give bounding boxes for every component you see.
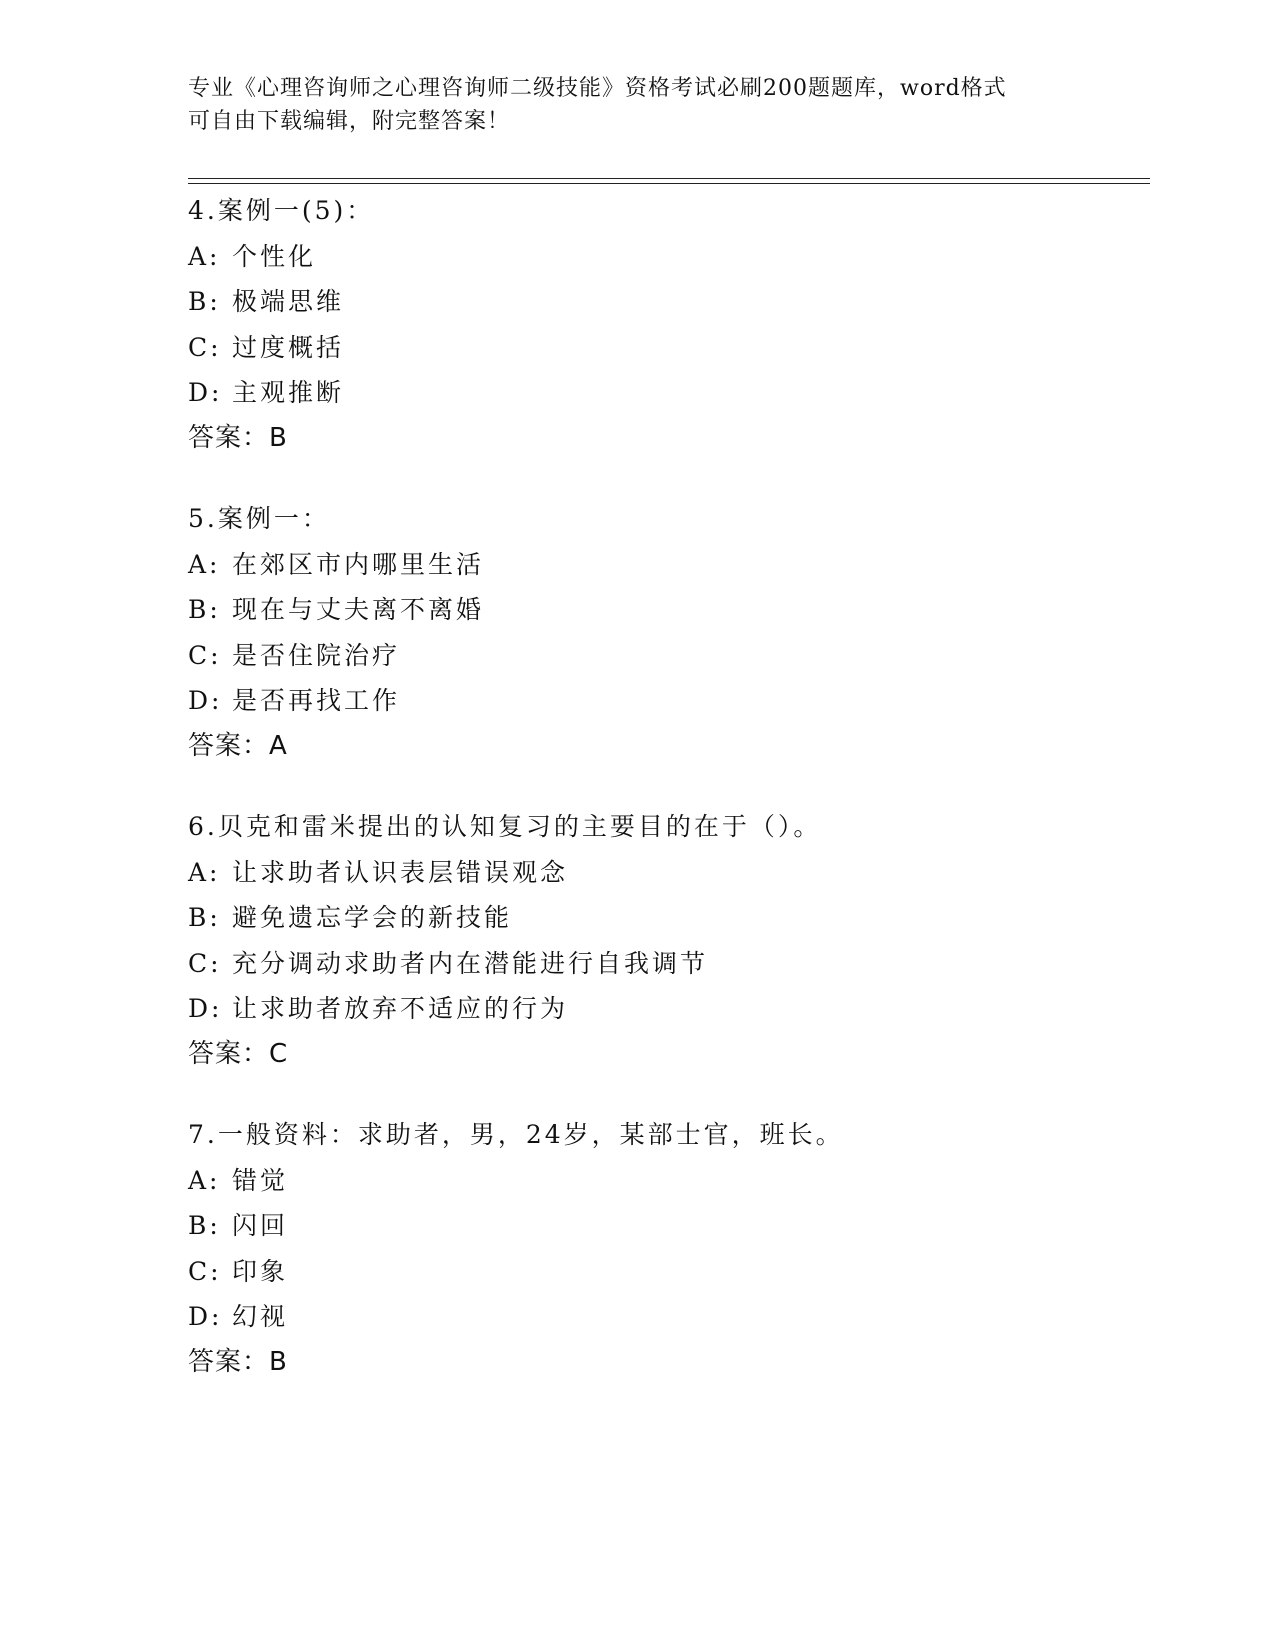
option-d — [188, 678, 1150, 724]
question-stem: 5.案例一： — [188, 504, 330, 533]
option-letter: B: — [188, 903, 221, 932]
option-text: 让求助者认识表层错误观念 — [232, 857, 569, 887]
header-rule-top — [188, 178, 1150, 179]
option-d — [188, 1294, 1150, 1340]
option-b — [188, 1203, 1150, 1249]
header-title-line: 专业《心理咨询师之心理咨询师二级技能》资格考试必刷200题题库，word格式 — [188, 76, 1007, 101]
question-stem: 6.贝克和雷米提出的认知复习的主要目的在于（）。 — [188, 812, 822, 841]
option-b — [188, 895, 1150, 941]
option-text: 闪回 — [232, 1211, 289, 1240]
option-text: 主观推断 — [232, 378, 345, 407]
option-letter: C: — [188, 948, 222, 978]
option-letter: B: — [188, 595, 221, 624]
option-a — [188, 542, 1150, 588]
option-letter: C: — [188, 640, 222, 670]
option-letter: C: — [188, 332, 222, 362]
option-text: 在郊区市内哪里生活 — [232, 549, 485, 579]
option-b — [188, 587, 1150, 633]
option-letter: D: — [188, 1302, 223, 1331]
option-letter: A: — [188, 1165, 221, 1195]
option-letter: A: — [188, 857, 221, 887]
option-text: 现在与丈夫离不离婚 — [232, 595, 485, 624]
option-letter: D: — [188, 378, 223, 407]
option-letter: B: — [188, 1211, 221, 1240]
option-text: 是否再找工作 — [232, 686, 401, 715]
option-text: 错觉 — [232, 1165, 289, 1195]
answer-line: 答案：A — [188, 730, 288, 761]
option-text: 让求助者放弃不适应的行为 — [232, 994, 569, 1023]
option-letter: A: — [188, 241, 221, 271]
option-d — [188, 986, 1150, 1032]
question-4 — [188, 188, 1150, 461]
option-b — [188, 279, 1150, 325]
question-6 — [188, 804, 1150, 1077]
option-letter: B: — [188, 287, 221, 316]
option-letter: C: — [188, 1256, 222, 1286]
option-c — [188, 325, 1150, 371]
option-text: 避免遗忘学会的新技能 — [232, 903, 513, 932]
question-stem: 4.案例一(5)： — [188, 196, 375, 225]
answer-line: 答案：B — [188, 1346, 288, 1377]
option-text: 印象 — [232, 1256, 289, 1286]
answer-line: 答案：C — [188, 1038, 289, 1069]
header-rule-bottom — [188, 183, 1150, 184]
option-letter: D: — [188, 994, 223, 1023]
question-list — [188, 188, 1150, 1420]
option-a — [188, 234, 1150, 280]
answer-line: 答案：B — [188, 422, 288, 453]
option-text: 充分调动求助者内在潜能进行自我调节 — [232, 948, 709, 978]
option-text: 过度概括 — [232, 332, 345, 362]
question-7 — [188, 1112, 1150, 1385]
option-text: 是否住院治疗 — [232, 640, 401, 670]
option-a — [188, 1158, 1150, 1204]
document-header — [188, 72, 1088, 138]
option-letter: D: — [188, 686, 223, 715]
option-c — [188, 941, 1150, 987]
question-stem: 7.一般资料：求助者，男，24岁，某部士官，班长。 — [188, 1120, 844, 1149]
header-subtitle-line: 可自由下载编辑，附完整答案！ — [188, 109, 511, 134]
option-c — [188, 1249, 1150, 1295]
option-letter: A: — [188, 549, 221, 579]
option-d — [188, 370, 1150, 416]
option-text: 极端思维 — [232, 287, 345, 316]
option-c — [188, 633, 1150, 679]
option-a — [188, 850, 1150, 896]
option-text: 幻视 — [232, 1302, 289, 1331]
option-text: 个性化 — [232, 241, 317, 271]
question-5 — [188, 496, 1150, 769]
